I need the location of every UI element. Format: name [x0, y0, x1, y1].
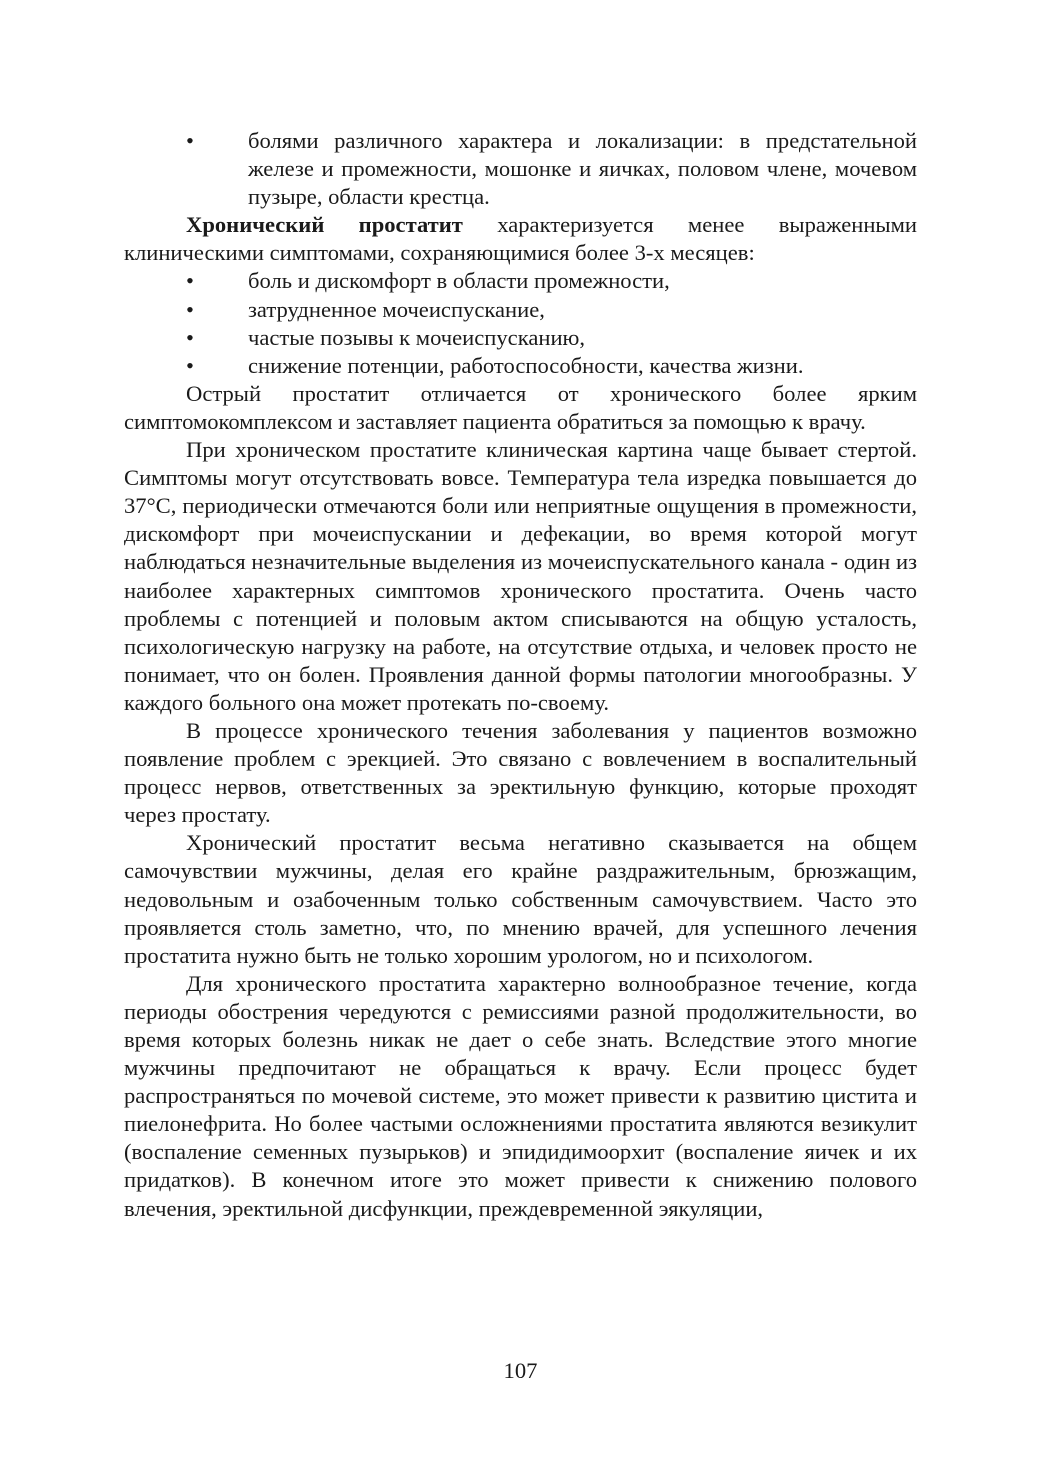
- list-item-text: частые позывы к мочеиспусканию,: [248, 324, 586, 350]
- paragraph-text: характеризуется менее выраженными клиническими симптомами, сохраняющимися более 3-х месяцев:: [124, 212, 917, 266]
- list-item-text: снижение потенции, работоспособности, качества жизни.: [248, 352, 804, 378]
- list-item: [124, 267, 917, 295]
- bullet-icon: •: [186, 268, 194, 294]
- list-item: [124, 127, 917, 211]
- bullet-icon: •: [186, 296, 194, 322]
- paragraph: В процессе хронического течения заболевания у пациентов возможно появление проблем с эрекцией. Это связано с вовлечением в воспалительный процесс нервов, ответственных за эректильную функцию, которые проходят через простату.: [124, 717, 917, 828]
- term-bold: Хронический простатит: [186, 212, 463, 238]
- bullet-icon: •: [186, 352, 194, 378]
- bullet-icon: •: [186, 324, 194, 350]
- paragraph: Хронический простатит весьма негативно сказывается на общем самочувствии мужчины, делая его крайне раздражительным, брюзжащим, недовольным и озабоченным только собственным самочувствием. Часто это проявляется столь заметно, что, по мнению врачей, для успешного лечения простатита нужно быть не только хорошим урологом, но и психологом.: [124, 830, 917, 968]
- bullet-icon: •: [186, 128, 194, 153]
- list-item: [124, 324, 917, 352]
- paragraph: Для хронического простатита характерно волнообразное течение, когда периоды обострения чередуются с ремиссиями разной продолжительности, во время которых болезнь никак не дает о себе знать. Вследствие этого многие мужчины предпочитают не обращаться к врачу. Если процесс будет распространяться по мочевой системе, это может привести к развитию цистита и пиелонефрита. Но более частыми осложнениями простатита являются везикулит (воспаление семенных пузырьков) и эпидидимоорхит (воспаление яичек и их придатков). В конечном итоге это может привести к снижению полового влечения, эректильной дисфункции, преждевременной эякуляции,: [124, 970, 917, 1221]
- paragraph: При хроническом простатите клиническая картина чаще бывает стертой. Симптомы могут отсутствовать вовсе. Температура тела изредка повышается до 37°С, периодически отмечаются боли или неприятные ощущения в промежности, дискомфорт при мочеиспускании и дефекации, во время которой могут наблюдаться незначительные выделения из мочеиспускательного канала - один из наиболее характерных симптомов хронического простатита. Очень часто проблемы с потенцией и половым актом списываются на общую усталость, психологическую нагрузку на работе, на отсутствие отдыха, и человек просто не понимает, что он болен. Проявления данной формы патологии многообразны. У каждого больного она может протекать по-своему.: [124, 437, 917, 715]
- page-body: [124, 127, 917, 1223]
- list-item: [124, 296, 917, 324]
- paragraph: Острый простатит отличается от хронического более ярким симптомокомплексом и заставляет пациента обратиться за помощью к врачу.: [124, 380, 917, 434]
- list-item-text: затрудненное мочеиспускание,: [248, 296, 545, 322]
- chronic-intro-paragraph: [124, 211, 917, 267]
- list-item: [124, 352, 917, 380]
- list-item-text: болями различного характера и локализации: в предстательной железе и промежности, мошонке и яичках, половом члене, мочевом пузыре, области крестца.: [248, 128, 917, 210]
- page-number: 107: [503, 1358, 538, 1383]
- list-item-text: боль и дискомфорт в области промежности,: [248, 268, 670, 294]
